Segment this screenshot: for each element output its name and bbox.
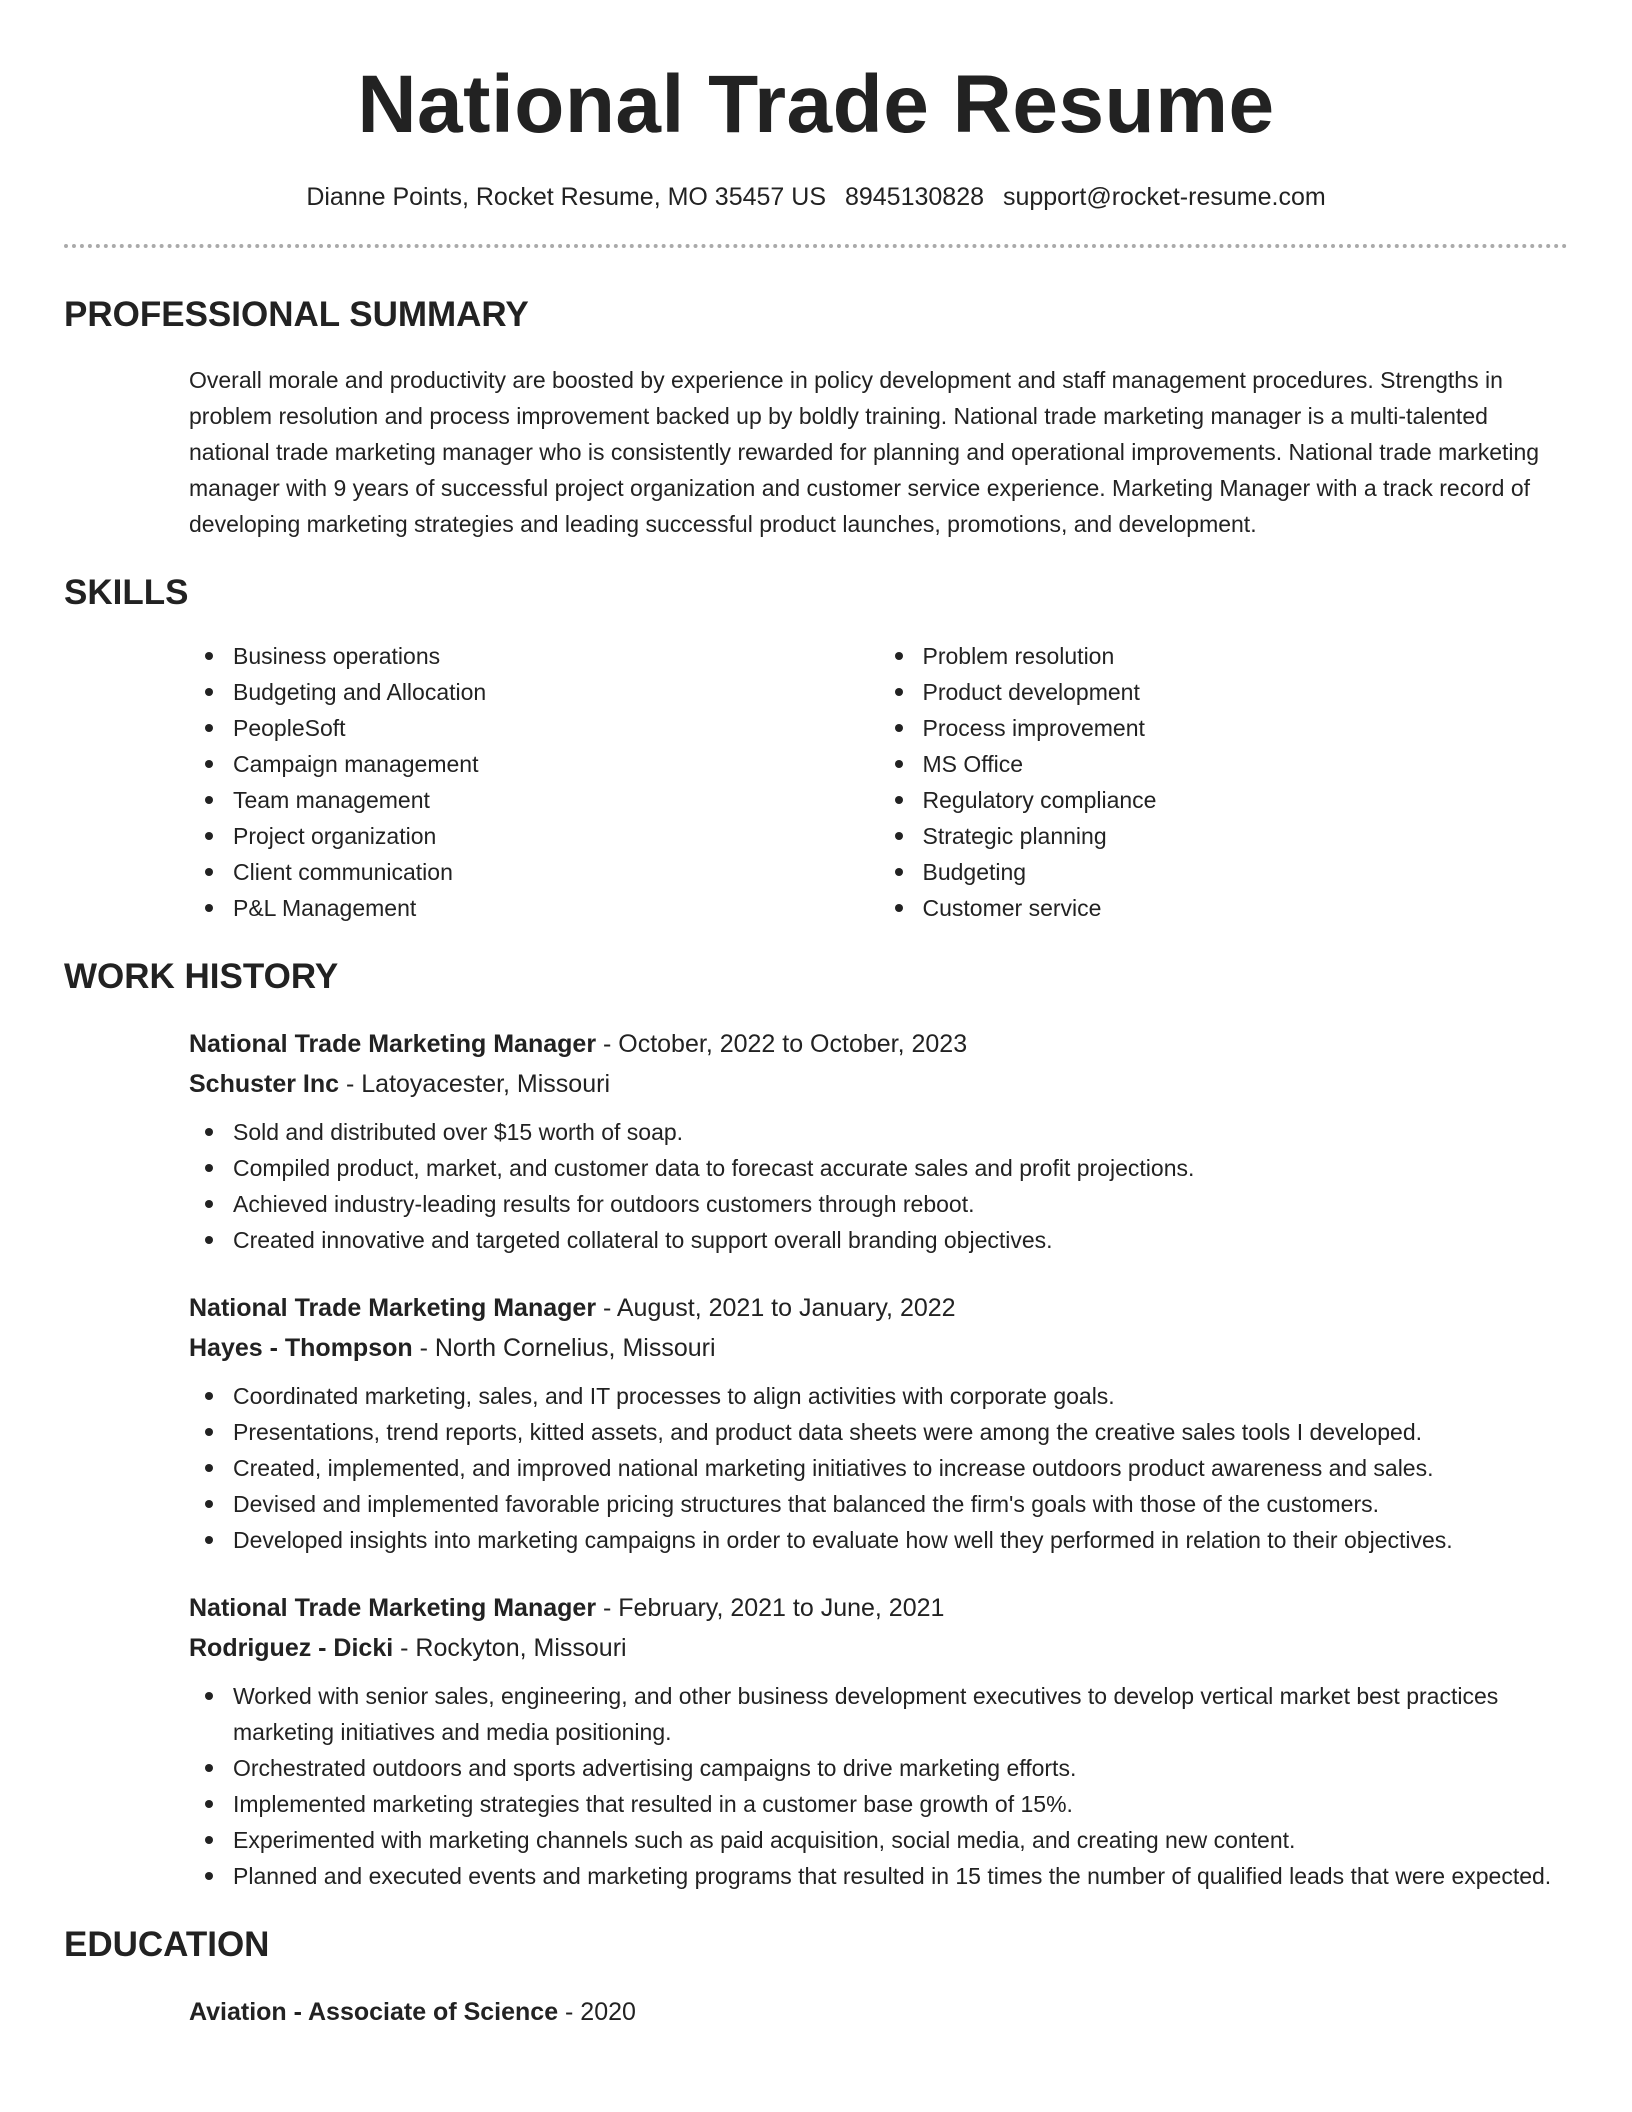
job-title: National Trade Marketing Manager — [189, 1030, 597, 1058]
skill-item: Budgeting and Allocation — [233, 674, 879, 710]
job-bullet: Created, implemented, and improved national marketing initiatives to increase outdoors product awareness and sales. — [233, 1450, 1568, 1486]
job-dates: - October, 2022 to October, 2023 — [596, 1030, 968, 1058]
education-year: - 2020 — [558, 1998, 636, 2026]
skill-item: Campaign management — [233, 746, 879, 782]
summary-heading: PROFESSIONAL SUMMARY — [64, 295, 529, 334]
job-company: Rodriguez - Dicki — [189, 1634, 394, 1662]
job-bullet: Compiled product, market, and customer data to forecast accurate sales and profit projections. — [233, 1150, 1568, 1186]
work-section — [64, 956, 1568, 1894]
job-title-line — [189, 1588, 1568, 1628]
job-company-line — [189, 1628, 1568, 1668]
skill-item: Team management — [233, 782, 879, 818]
skill-item: Budgeting — [923, 854, 1569, 890]
education-heading: EDUCATION — [64, 1925, 270, 1964]
job-company: Hayes - Thompson — [189, 1334, 413, 1362]
skills-section — [64, 572, 1568, 926]
job-bullets — [189, 1114, 1568, 1258]
job-bullet: Developed insights into marketing campaigns in order to evaluate how well they performed in relation to their objectives. — [233, 1522, 1568, 1558]
job-entry — [64, 1588, 1568, 1894]
contact-address: Dianne Points, Rocket Resume, MO 35457 US — [306, 183, 827, 211]
contact-phone: 8945130828 — [844, 183, 985, 211]
job-bullet: Implemented marketing strategies that resulted in a customer base growth of 15%. — [233, 1786, 1568, 1822]
job-location: - Rockyton, Missouri — [393, 1634, 627, 1662]
skills-right-list — [879, 638, 1569, 926]
education-line — [189, 1992, 1568, 2032]
job-title: National Trade Marketing Manager — [189, 1294, 597, 1322]
job-dates: - February, 2021 to June, 2021 — [596, 1594, 945, 1622]
job-bullet: Sold and distributed over $15 worth of soap. — [233, 1114, 1568, 1150]
job-bullet: Planned and executed events and marketing programs that resulted in 15 times the number of qualified leads that were expected. — [233, 1858, 1568, 1894]
job-dates: - August, 2021 to January, 2022 — [596, 1294, 956, 1322]
summary-section — [64, 294, 1568, 542]
job-bullet: Devised and implemented favorable pricing structures that balanced the firm's goals with those of the customers. — [233, 1486, 1568, 1522]
job-company-line — [189, 1064, 1568, 1104]
job-entry — [64, 1288, 1568, 1558]
skill-item: Strategic planning — [923, 818, 1569, 854]
job-title-line — [189, 1288, 1568, 1328]
skill-item: P&L Management — [233, 890, 879, 926]
skill-item: Process improvement — [923, 710, 1569, 746]
job-bullet: Coordinated marketing, sales, and IT processes to align activities with corporate goals. — [233, 1378, 1568, 1414]
job-title: National Trade Marketing Manager — [189, 1594, 597, 1622]
job-company: Schuster Inc — [189, 1070, 340, 1098]
education-entry — [64, 1992, 1568, 2032]
header-divider — [64, 244, 1568, 248]
skills-left-list — [189, 638, 879, 926]
job-bullets — [189, 1378, 1568, 1558]
job-bullet: Achieved industry-leading results for outdoors customers through reboot. — [233, 1186, 1568, 1222]
skill-item: Problem resolution — [923, 638, 1569, 674]
skills-columns — [64, 638, 1568, 926]
skill-item: Client communication — [233, 854, 879, 890]
job-bullet: Worked with senior sales, engineering, and other business development executives to develop vertical market best practices marketing initiatives and media positioning. — [233, 1678, 1568, 1750]
education-section — [64, 1924, 1568, 2032]
job-bullet: Created innovative and targeted collateral to support overall branding objectives. — [233, 1222, 1568, 1258]
skill-item: Product development — [923, 674, 1569, 710]
job-location: - North Cornelius, Missouri — [412, 1334, 716, 1362]
resume-title: National Trade Resume — [357, 59, 1275, 150]
job-location: - Latoyacester, Missouri — [339, 1070, 610, 1098]
job-bullets — [189, 1678, 1568, 1894]
skill-item: PeopleSoft — [233, 710, 879, 746]
education-degree: Aviation - Associate of Science — [189, 1998, 559, 2026]
skill-item: MS Office — [923, 746, 1569, 782]
job-bullet: Presentations, trend reports, kitted assets, and product data sheets were among the creative sales tools I developed. — [233, 1414, 1568, 1450]
skill-item: Business operations — [233, 638, 879, 674]
skill-item: Customer service — [923, 890, 1569, 926]
job-company-line — [189, 1328, 1568, 1368]
job-bullet: Orchestrated outdoors and sports advertising campaigns to drive marketing efforts. — [233, 1750, 1568, 1786]
contact-line — [64, 182, 1568, 212]
job-title-line — [189, 1024, 1568, 1064]
contact-email[interactable]: support@rocket-resume.com — [1002, 183, 1326, 211]
job-bullet: Experimented with marketing channels such as paid acquisition, social media, and creating new content. — [233, 1822, 1568, 1858]
work-heading: WORK HISTORY — [64, 957, 339, 996]
summary-text: Overall morale and productivity are boosted by experience in policy development and staff management procedures. Strengths in problem resolution and process improvement backed up by boldly training. National trade marketing manager is a multi-talented national trade marketing manager who is consistently rewarded for planning and operational improvements. National trade marketing manager with 9 years of successful project organization and customer service experience. Marketing Manager with a track record of developing marketing strategies and leading successful product launches, promotions, and development. — [189, 367, 1540, 537]
skill-item: Regulatory compliance — [923, 782, 1569, 818]
skills-heading: SKILLS — [64, 573, 189, 612]
job-entry — [64, 1024, 1568, 1258]
skill-item: Project organization — [233, 818, 879, 854]
